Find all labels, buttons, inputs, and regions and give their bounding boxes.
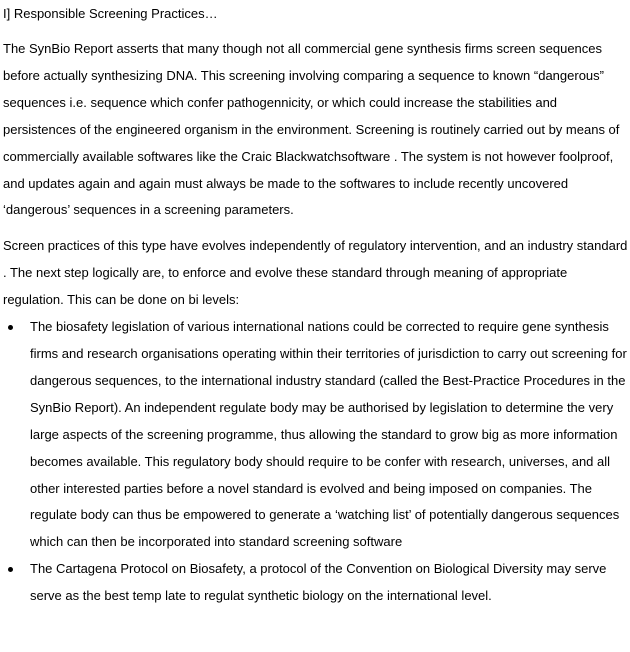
list-item-text: The Cartagena Protocol on Biosafety, a protocol of the Convention on Biological Diversity may serve serve as the best temp late to regulat synthetic biology on the international level. <box>30 561 607 604</box>
bullet-icon <box>8 567 13 572</box>
list-item <box>3 556 628 610</box>
list-item <box>3 314 628 556</box>
bullet-icon <box>8 325 13 330</box>
section-heading: I] Responsible Screening Practices… <box>3 6 218 21</box>
paragraph-screening-intro: The SynBio Report asserts that many though not all commercial gene synthesis firms screen sequences before actually synthesizing DNA. This screening involving comparing a sequence to known “dangerous” sequences i.e. sequence which confer pathogennicity, or which could increase the stabilities and persistences of the engineered organism in the environment. Screening is routinely carried out by means of commercially available softwares like the Craic Blackwatchsoftware . The system is not however foolproof, and updates again and again must always be made to the softwares to include recently uncovered ‘dangerous’ sequences in a screening parameters. <box>3 41 620 218</box>
document-body <box>3 0 628 610</box>
list-item-text: The biosafety legislation of various international nations could be corrected to require gene synthesis firms and research organisations operating within their territories of jurisdiction to carry out screening for dangerous sequences, to the international industry standard (called the Best-Practice Procedures in the SynBio Report). An independent regulate body may be authorised by legislation to determine the very large aspects of the screening programme, thus allowing the standard to grow big as more information becomes available. This regulatory body should require to be confer with research, universes, and all other interested parties before a novel standard is evolved and being imposed on companies. The regulate body can thus be empowered to generate a ‘watching list’ of potentially dangerous sequences which can then be incorporated into standard screening software <box>30 319 627 550</box>
paragraph-screening-practices: Screen practices of this type have evolves independently of regulatory intervention, and an industry standard . The next step logically are, to enforce and evolve these standard through meaning of appropriate regulation. This can be done on bi levels: <box>3 238 628 308</box>
bullet-list <box>3 314 628 610</box>
